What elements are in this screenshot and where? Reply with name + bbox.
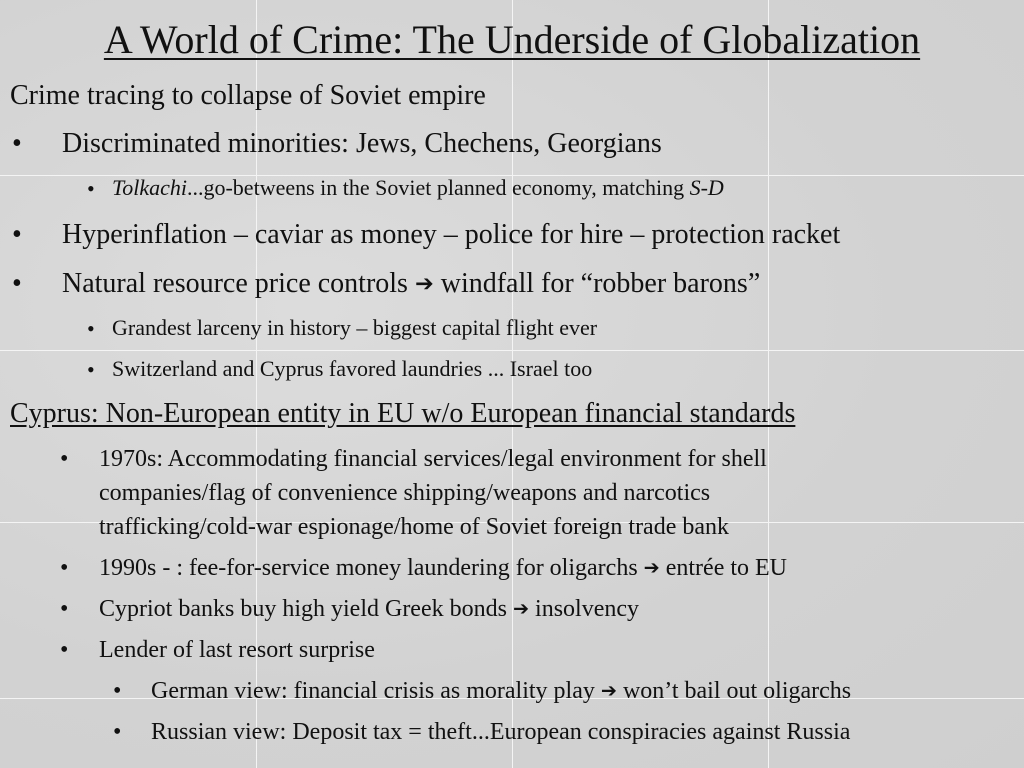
sub-list-item: German view: financial crisis as morality play ➔ won’t bail out oligarchs bbox=[151, 678, 852, 704]
slide-title: A World of Crime: The Underside of Globalization bbox=[103, 17, 921, 62]
sub-list-item: Russian view: Deposit tax = theft...European conspiracies against Russia bbox=[151, 719, 851, 745]
bullet-icon: • bbox=[60, 555, 69, 581]
sub-list-item: Tolkachi...go-betweens in the Soviet planned economy, matching S-D bbox=[112, 175, 724, 200]
bullet-icon: • bbox=[60, 596, 69, 622]
bullet-icon: • bbox=[113, 719, 122, 745]
arrow-right-icon: ➔ bbox=[600, 679, 617, 702]
sub-list-item: Switzerland and Cyprus favored laundries ... Israel too bbox=[112, 356, 593, 381]
bullet-icon: • bbox=[87, 316, 95, 341]
list-item: Lender of last resort surprise bbox=[99, 637, 375, 663]
bullet-icon: • bbox=[12, 128, 22, 159]
sub-list-item: Grandest larceny in history – biggest capital flight ever bbox=[112, 315, 598, 340]
bullet-icon: • bbox=[87, 357, 95, 382]
list-item: 1990s - : fee-for-service money laundering for oligarchs ➔ entrée to EU bbox=[99, 555, 788, 581]
bullet-icon: • bbox=[60, 637, 69, 663]
bullet-icon: • bbox=[60, 446, 69, 472]
arrow-right-icon: ➔ bbox=[512, 597, 530, 620]
list-item: Hyperinflation – caviar as money – police for hire – protection racket bbox=[62, 219, 841, 250]
list-item: Discriminated minorities: Jews, Chechens, Georgians bbox=[62, 128, 662, 159]
list-item: Cypriot banks buy high yield Greek bonds ➔ insolvency bbox=[99, 596, 640, 622]
bullet-icon: • bbox=[12, 219, 22, 250]
arrow-right-icon: ➔ bbox=[643, 556, 660, 579]
list-item: Natural resource price controls ➔ windfall for “robber barons” bbox=[62, 268, 761, 299]
section-heading-soviet: Crime tracing to collapse of Soviet empire bbox=[10, 80, 486, 111]
arrow-right-icon: ➔ bbox=[414, 271, 434, 297]
list-item: 1970s: Accommodating financial services/legal environment for shell bbox=[99, 446, 767, 472]
section-heading-cyprus: Cyprus: Non-European entity in EU w/o European financial standards bbox=[10, 398, 796, 429]
list-item-continuation: trafficking/cold-war espionage/home of Soviet foreign trade bank bbox=[99, 514, 730, 540]
bullet-icon: • bbox=[12, 268, 22, 299]
list-item-continuation: companies/flag of convenience shipping/weapons and narcotics bbox=[99, 480, 711, 506]
bullet-icon: • bbox=[87, 176, 95, 201]
bullet-icon: • bbox=[113, 678, 122, 704]
